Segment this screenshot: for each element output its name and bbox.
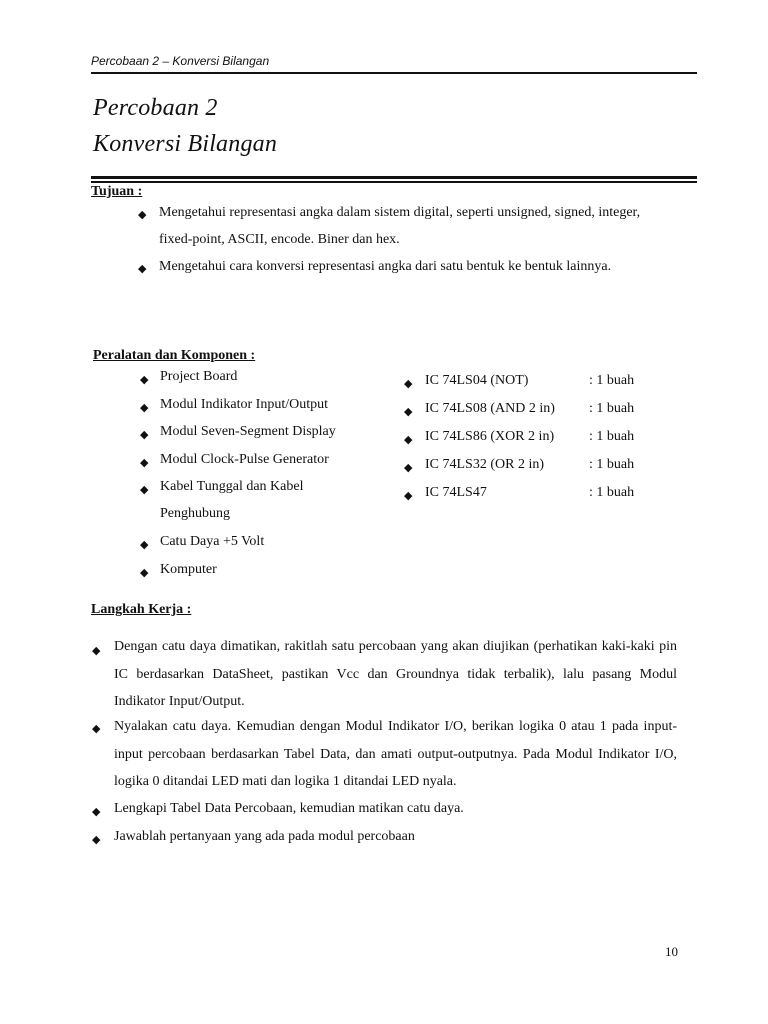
bullet-icon: ◆ <box>92 645 101 657</box>
bullet-icon: ◆ <box>140 484 149 496</box>
bullet-icon: ◆ <box>140 429 149 441</box>
title-rule-thick <box>91 176 697 179</box>
tujuan-heading: Tujuan : <box>91 184 143 199</box>
running-header: Percobaan 2 – Konversi Bilangan <box>91 54 270 68</box>
page-number: 10 <box>665 944 678 959</box>
bullet-icon: ◆ <box>140 539 149 551</box>
bullet-icon: ◆ <box>404 378 413 390</box>
header-rule <box>91 72 697 74</box>
step-item: Dengan catu daya dimatikan, rakitlah satu percobaan yang akan diujikan (perhatikan kaki-kaki pin IC berdasarkan DataSheet, pastikan Vcc dan Groundnya tidak terbalik), lalu pasang Modul Indikator Input/Output. <box>114 639 677 709</box>
component-name: IC 74LS04 (NOT) <box>425 373 529 388</box>
tujuan-item-1-cont: fixed-point, ASCII, encode. Biner dan hex. <box>159 232 400 247</box>
component-qty: : 1 buah <box>589 373 635 388</box>
equipment-item: Komputer <box>160 562 217 577</box>
bullet-icon: ◆ <box>140 402 149 414</box>
bullet-icon: ◆ <box>404 490 413 502</box>
bullet-icon: ◆ <box>140 374 149 386</box>
equipment-item: Modul Seven-Segment Display <box>160 424 336 439</box>
bullet-icon: ◆ <box>404 406 413 418</box>
step-item: Nyalakan catu daya. Kemudian dengan Modul Indikator I/O, berikan logika 0 atau 1 pada input-input percobaan berdasarkan Tabel Data, dan amati output-outputnya. Pada Modul Indikator I/O, logika 0 ditandai LED mati dan logika 1 ditandai LED nyala. <box>114 719 677 789</box>
chapter-title-line1: Percobaan 2 <box>93 95 218 121</box>
equipment-item-cont: Penghubung <box>160 506 230 521</box>
component-name: IC 74LS32 (OR 2 in) <box>425 457 544 472</box>
bullet-icon: ◆ <box>140 457 149 469</box>
bullet-icon: ◆ <box>138 263 147 275</box>
equipment-item: Kabel Tunggal dan Kabel <box>160 479 304 494</box>
tujuan-item-1: Mengetahui representasi angka dalam sistem digital, seperti unsigned, signed, integer, <box>159 205 641 220</box>
bullet-icon: ◆ <box>92 806 101 818</box>
bullet-icon: ◆ <box>138 209 147 221</box>
title-rule-thin <box>91 181 697 183</box>
equipment-item: Modul Clock-Pulse Generator <box>160 452 329 467</box>
bullet-icon: ◆ <box>404 434 413 446</box>
step-item: Jawablah pertanyaan yang ada pada modul percobaan <box>114 829 415 844</box>
bullet-icon: ◆ <box>404 462 413 474</box>
bullet-icon: ◆ <box>140 567 149 579</box>
tujuan-item-2: Mengetahui cara konversi representasi angka dari satu bentuk ke bentuk lainnya. <box>159 259 612 274</box>
step-item: Lengkapi Tabel Data Percobaan, kemudian matikan catu daya. <box>114 801 464 816</box>
component-qty: : 1 buah <box>589 429 635 444</box>
component-name: IC 74LS47 <box>425 485 487 500</box>
chapter-title-line2: Konversi Bilangan <box>93 131 278 157</box>
equipment-item: Catu Daya +5 Volt <box>160 534 265 549</box>
equipment-item: Project Board <box>160 369 238 384</box>
component-name: IC 74LS08 (AND 2 in) <box>425 401 555 416</box>
component-qty: : 1 buah <box>589 485 635 500</box>
bullet-icon: ◆ <box>92 834 101 846</box>
component-qty: : 1 buah <box>589 457 635 472</box>
peralatan-heading: Peralatan dan Komponen : <box>93 348 256 363</box>
equipment-item: Modul Indikator Input/Output <box>160 397 328 412</box>
bullet-icon: ◆ <box>92 723 101 735</box>
langkah-heading: Langkah Kerja : <box>91 602 192 617</box>
component-qty: : 1 buah <box>589 401 635 416</box>
component-name: IC 74LS86 (XOR 2 in) <box>425 429 555 444</box>
